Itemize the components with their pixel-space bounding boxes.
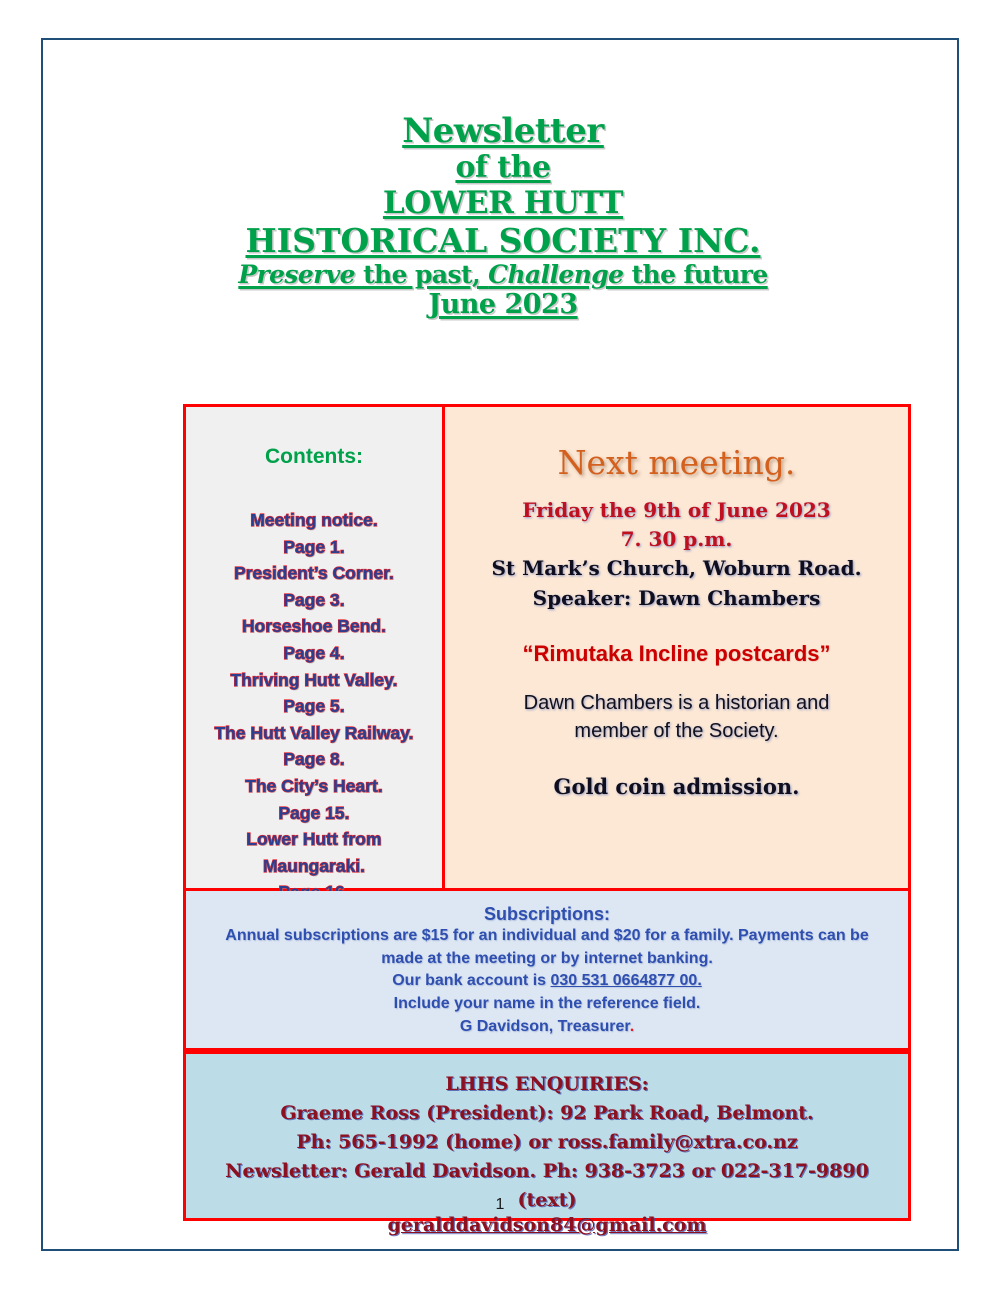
- subscriptions-line-2: made at the meeting or by internet banking.: [381, 949, 713, 967]
- masthead-issue-date: June 2023: [428, 289, 578, 321]
- meeting-date: Friday the 9th of June 2023: [522, 498, 831, 522]
- treasurer-name: G Davidson, Treasurer: [459, 1017, 630, 1035]
- page-border-frame: [41, 38, 959, 1251]
- list-item: Maungaraki.: [262, 855, 366, 876]
- page-number: 1: [495, 1196, 505, 1213]
- contents-heading: Contents:: [265, 445, 363, 468]
- speaker-description-line2: member of the Society.: [574, 720, 779, 743]
- next-meeting-panel: [445, 404, 911, 891]
- meeting-speaker: Speaker: Dawn Chambers: [532, 585, 821, 610]
- newsletter-masthead: [103, 112, 903, 321]
- table-row: [183, 404, 911, 891]
- list-item: Horseshoe Bend.: [242, 616, 386, 637]
- list-item: Page 8.: [283, 749, 345, 770]
- treasurer-line: [202, 1016, 892, 1039]
- table-row: [183, 891, 911, 1051]
- tagline-preserve: Preserve: [238, 260, 355, 290]
- enquiries-president-line: Graeme Ross (President): 92 Park Road, Belmont.: [280, 1101, 814, 1124]
- subscriptions-panel: [183, 891, 911, 1051]
- tagline-the-past: the past,: [355, 260, 489, 290]
- treasurer-fullstop: .: [629, 1017, 635, 1035]
- list-item: Page 5.: [283, 696, 345, 717]
- list-item: Lower Hutt from: [246, 829, 382, 850]
- tagline-challenge: Challenge: [488, 260, 624, 290]
- masthead-line-of-the: of the: [455, 150, 551, 186]
- contents-list: [194, 507, 434, 906]
- enquiries-heading: LHHS ENQUIRIES:: [445, 1073, 649, 1095]
- bank-line-prefix: Our bank account is: [392, 972, 551, 990]
- speaker-description-line1: Dawn Chambers is a historian and: [523, 691, 830, 714]
- masthead-line-historical-society: HISTORICAL SOCIETY INC.: [245, 221, 761, 261]
- list-item: Page 1.: [283, 536, 345, 557]
- contents-panel: [183, 404, 445, 891]
- enquiries-phone-line: Ph: 565-1992 (home) or ross.family@xtra.co.nz: [296, 1130, 798, 1153]
- subscriptions-line-1: Annual subscriptions are $15 for an individual and $20 for a family. Payments can be: [225, 927, 869, 944]
- speaker-description: [463, 689, 890, 746]
- meeting-topic: “Rimutaka Incline postcards”: [522, 640, 831, 666]
- list-item: The City’s Heart.: [245, 775, 383, 796]
- masthead-tagline: [103, 260, 903, 289]
- admission-note: Gold coin admission.: [553, 773, 800, 799]
- list-item: President’s Corner.: [234, 563, 394, 584]
- next-meeting-title: Next meeting.: [557, 443, 796, 482]
- list-item: Page 15.: [278, 802, 350, 823]
- list-item: Page 4.: [283, 642, 345, 663]
- front-page-info-table: [183, 404, 911, 1237]
- enquiries-email-link[interactable]: geralddavidson84@gmail.com: [387, 1214, 707, 1237]
- tagline-the-future: the future: [623, 260, 768, 290]
- list-item: The Hutt Valley Railway.: [214, 722, 414, 743]
- list-item: Meeting notice.: [250, 510, 378, 530]
- meeting-venue: St Mark’s Church, Woburn Road.: [491, 556, 862, 581]
- masthead-line-lower-hutt: LOWER HUTT: [382, 185, 624, 222]
- list-item: Thriving Hutt Valley.: [230, 669, 398, 690]
- list-item: Page 3.: [283, 589, 345, 610]
- masthead-line-newsletter: Newsletter: [402, 111, 604, 151]
- subscriptions-bank-line: [202, 970, 892, 993]
- subscriptions-heading: Subscriptions:: [483, 904, 610, 924]
- subscriptions-line-4: Include your name in the reference field.: [393, 995, 701, 1013]
- enquiries-newsletter-line: Newsletter: Gerald Davidson. Ph: 938-3723 or 022-317-9890 (text): [225, 1159, 869, 1211]
- meeting-time: 7. 30 p.m.: [620, 527, 733, 552]
- bank-account-number: 030 531 0664877 00.: [550, 972, 702, 990]
